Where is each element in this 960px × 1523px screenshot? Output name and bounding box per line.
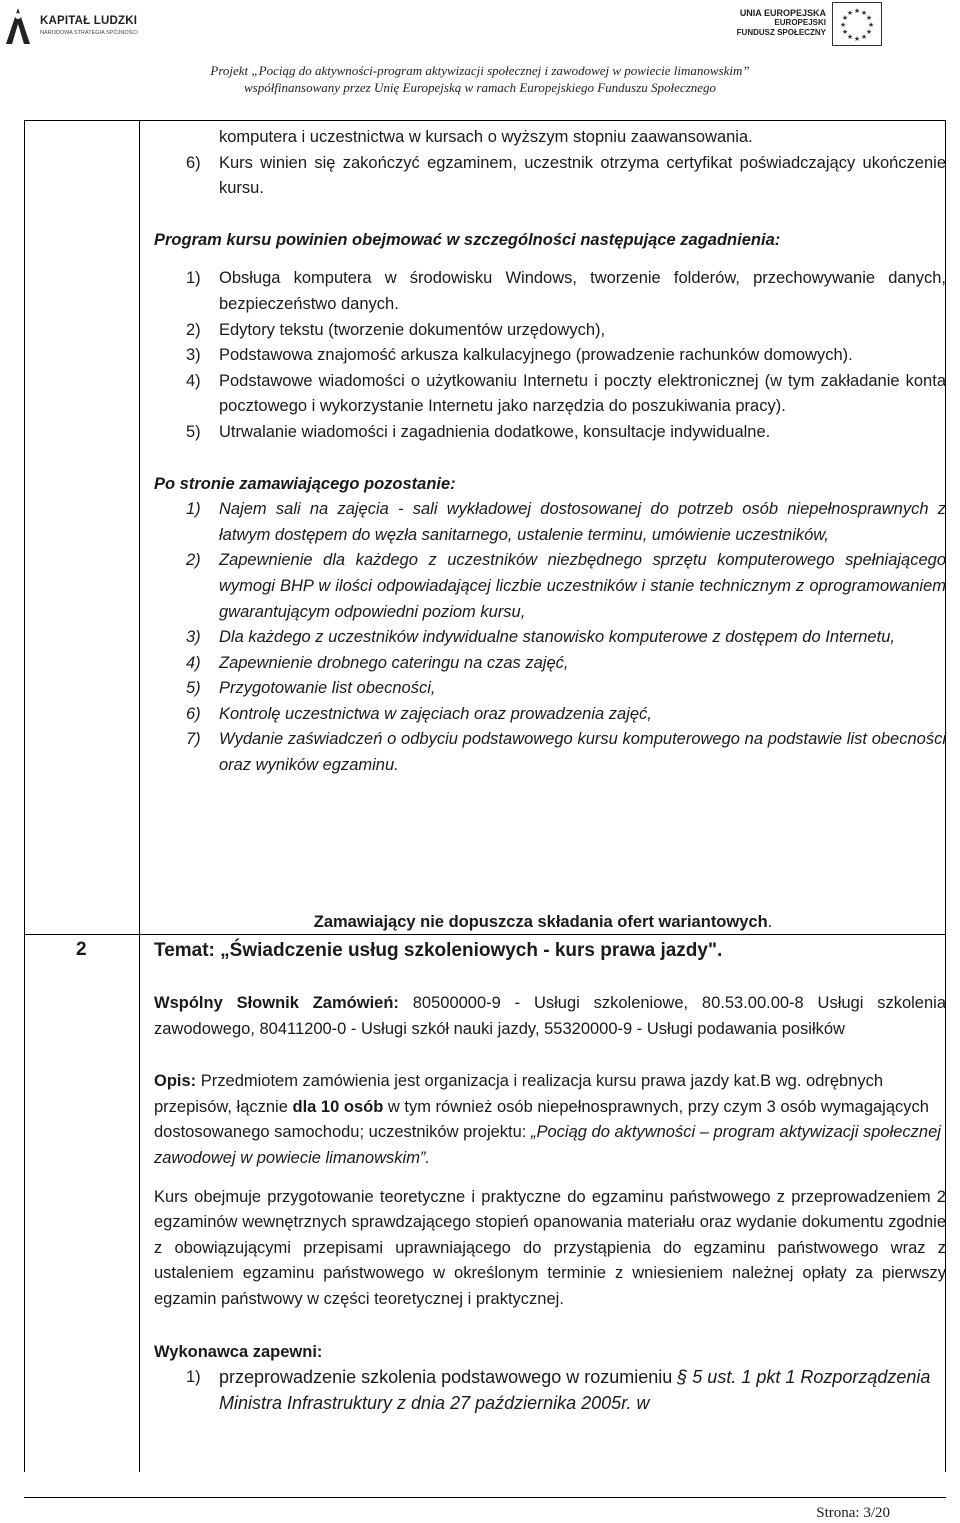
eu-line1: UNIA EUROPEJSKA xyxy=(739,8,826,18)
description-italic: „Pociąg do aktywności – program aktywizacji społecznej zawodowej w powiecie limanowskim”. xyxy=(154,1123,941,1167)
kapital-ludzki-logo xyxy=(4,2,144,52)
list-item-text: Najem sali na zajęcia - sali wykładowej dostosowanej do potrzeb osób niepełnosprawnych z łatwym dostępem do węzła sanitarnego, ustalenie terminu, umówienie uczestników, xyxy=(219,500,946,544)
list-item-italic: § 5 ust. 1 pkt 1 Rozporządzenia Ministra Infrastruktury z dnia 27 października 2005r. w xyxy=(219,1367,931,1413)
eu-flag-icon xyxy=(832,2,882,46)
course-paragraph: Kurs obejmuje przygotowanie teoretyczne i praktyczne do egzaminu państwowego z przeprowadzeniem 2 egzaminów wewnętrznych sprawdzającego stopień opanowania materiału oraz wydanie dokumentu zgodnie z obowiązującymi przepisami uprawniającego do przystąpienia do egzaminu państwowego wraz z ustaleniem egzaminu państwowego w określonym terminie z wniesieniem należnej opłaty za pierwszy egzamin państwowy w części teoretycznej i praktycznej. xyxy=(154,1187,946,1308)
list-item xyxy=(154,125,946,151)
svg-text:★: ★ xyxy=(867,21,875,29)
svg-text:★: ★ xyxy=(841,28,849,36)
list-item xyxy=(154,151,946,202)
list-item-text: komputera i uczestnictwa w kursach o wyższym stopniu zaawansowania. xyxy=(219,128,753,146)
eu-line2: EUROPEJSKI xyxy=(774,18,826,27)
row-number-2: 2 xyxy=(76,939,87,960)
list-item-text: Edytory tekstu (tworzenie dokumentów urzędowych), xyxy=(219,320,606,339)
list-item xyxy=(154,702,946,728)
svg-text:★: ★ xyxy=(860,9,868,17)
svg-text:★: ★ xyxy=(853,35,861,43)
list-item-text: Zapewnienie dla każdego z uczestników niezbędnego sprzętu komputerowego spełniającego wymogi BHP w ilości odpowiadającej liczbie uczestników i stanie technicznym z oprogramowaniem gwarantującym odpowiedni poziom kursu, xyxy=(219,551,946,621)
list-item-text: Wydanie zaświadczeń o odbyciu podstawowego kursu komputerowego na podstawie list obecności oraz wyników egzaminu. xyxy=(219,730,946,775)
list-item-number: 1) xyxy=(186,500,201,519)
list-item xyxy=(154,318,946,344)
list-item xyxy=(154,497,946,548)
program-heading: Program kursu powinien obejmować w szczególności następujące zagadnienia: xyxy=(154,230,781,249)
list-item xyxy=(154,369,946,420)
list-item-text: Dla każdego z uczestników indywidualne stanowisko komputerowe z dostępem do Internetu, xyxy=(219,628,895,647)
list-item xyxy=(154,625,946,651)
list-item-number: 7) xyxy=(186,730,201,749)
svg-text:★: ★ xyxy=(865,28,873,36)
svg-text:★: ★ xyxy=(846,9,854,17)
list-item-number: 6) xyxy=(186,704,201,723)
eu-logo xyxy=(736,0,898,50)
list-item-text: Utrwalanie wiadomości i zagadnienia dodatkowe, konsultacje indywidualne. xyxy=(219,422,771,441)
cpv-paragraph xyxy=(154,991,946,1042)
topic-text: „Świadczenie usług szkoleniowych - kurs prawa jazdy". xyxy=(220,940,723,961)
contractor-heading: Wykonawca zapewni: xyxy=(154,1342,323,1361)
list-item xyxy=(154,727,946,778)
list-item xyxy=(154,651,946,677)
section2-content xyxy=(154,938,946,1416)
svg-text:★: ★ xyxy=(865,14,873,22)
svg-text:★: ★ xyxy=(853,7,861,15)
svg-text:★: ★ xyxy=(846,33,854,41)
list-item xyxy=(154,420,946,446)
ordering-list xyxy=(154,497,946,779)
left-logo-subtitle: NARODOWA STRATEGIA SPÓJNOŚCI xyxy=(40,30,138,36)
list-item-number: 3) xyxy=(186,628,201,647)
eu-line3: FUNDUSZ SPOŁECZNY xyxy=(736,28,826,37)
cpv-label: Wspólny Słownik Zamówień: xyxy=(154,994,399,1012)
cpv-text: 80500000-9 - Usługi szkoleniowe, 80.53.00.00-8 Usługi szkolenia zawodowego, 80411200-0 - Usługi szkół nauki jazdy, 55320000-9 - Usługi podawania posiłków xyxy=(154,994,947,1038)
table-column-divider xyxy=(139,120,140,1472)
list-item-number: 5) xyxy=(186,422,201,441)
list-item-number: 2) xyxy=(186,551,201,570)
description-text-1: Przedmiotem zamówienia jest organizacja i realizacja kursu prawa jazdy kat.B wg. odrębnych przepisów, łącznie xyxy=(154,1072,884,1116)
list-item xyxy=(154,343,946,369)
footer-divider xyxy=(24,1497,946,1498)
list-item-number: 2) xyxy=(186,320,201,339)
list-item-text: Zapewnienie drobnego cateringu na czas zajęć, xyxy=(219,653,569,672)
page-number: Strona: 3/20 xyxy=(816,1505,890,1521)
list-item-number: 1) xyxy=(186,269,201,288)
variant-note: Zamawiający nie dopuszcza składania ofert wariantowych. xyxy=(313,913,773,931)
list-item-text: Obsługa komputera w środowisku Windows, tworzenie folderów, przechowywanie danych, bezpieczeństwo danych. xyxy=(219,269,946,313)
list-item-number: 4) xyxy=(186,653,201,672)
list-item-number: 6) xyxy=(186,153,201,172)
list-item-text: Kontrolę uczestnictwa w zajęciach oraz prowadzenia zajęć, xyxy=(219,704,652,723)
contractor-list xyxy=(154,1365,946,1416)
requirements-list xyxy=(154,125,946,202)
description-label: Opis: xyxy=(154,1072,197,1091)
ordering-heading: Po stronie zamawiającego pozostanie: xyxy=(154,474,456,493)
list-item xyxy=(154,676,946,702)
list-item-number: 3) xyxy=(186,346,201,365)
list-item xyxy=(154,1365,946,1416)
list-item xyxy=(154,548,946,625)
description-paragraph xyxy=(154,1069,946,1171)
list-item xyxy=(154,266,946,317)
program-list xyxy=(154,266,946,445)
project-cofinancing: współfinansowany przez Unię Europejską w ramach Europejskiego Funduszu Społecznego xyxy=(243,80,717,95)
description-bold: dla 10 osób xyxy=(292,1097,384,1116)
project-title: Projekt „Pociąg do aktywności-program aktywizacji społecznej i zawodowej w powiecie limanowskim” xyxy=(210,63,750,78)
list-item-text: Przygotowanie list obecności, xyxy=(219,679,436,698)
list-item-text: Kurs winien się zakończyć egzaminem, uczestnik otrzyma certyfikat poświadczający ukończenie kursu. xyxy=(219,153,946,198)
description-text-2: w tym również osób niepełnosprawnych, przy czym 3 osób wymagających dostosowanego samochodu; uczestników projektu: xyxy=(154,1097,929,1142)
list-item-text: przeprowadzenie szkolenia podstawowego w rozumieniu xyxy=(219,1367,673,1388)
svg-text:★: ★ xyxy=(841,14,849,22)
svg-text:★: ★ xyxy=(860,33,868,41)
variant-note-text: Zamawiający nie dopuszcza składania ofert wariantowych xyxy=(313,913,768,931)
section1-content xyxy=(154,125,946,779)
eu-logo-text xyxy=(736,8,826,38)
topic-line xyxy=(154,938,946,964)
kapital-ludzki-logo-icon xyxy=(4,6,34,46)
list-item-text: Podstawowe wiadomości o użytkowaniu Internetu i poczty elektronicznej (w tym zakładanie konta pocztowego i wykorzystanie Internetu jako narzędzia do poszukiwania pracy). xyxy=(219,371,946,416)
list-item-number: 1) xyxy=(186,1368,201,1387)
list-item-number: 5) xyxy=(186,679,201,698)
list-item-number: 4) xyxy=(186,371,201,390)
left-logo-title: KAPITAŁ LUDZKI xyxy=(40,15,138,27)
svg-text:★: ★ xyxy=(839,21,847,29)
topic-label: Temat: xyxy=(154,940,215,961)
list-item-text: Podstawowa znajomość arkusza kalkulacyjnego (prowadzenie rachunków domowych). xyxy=(219,346,853,365)
